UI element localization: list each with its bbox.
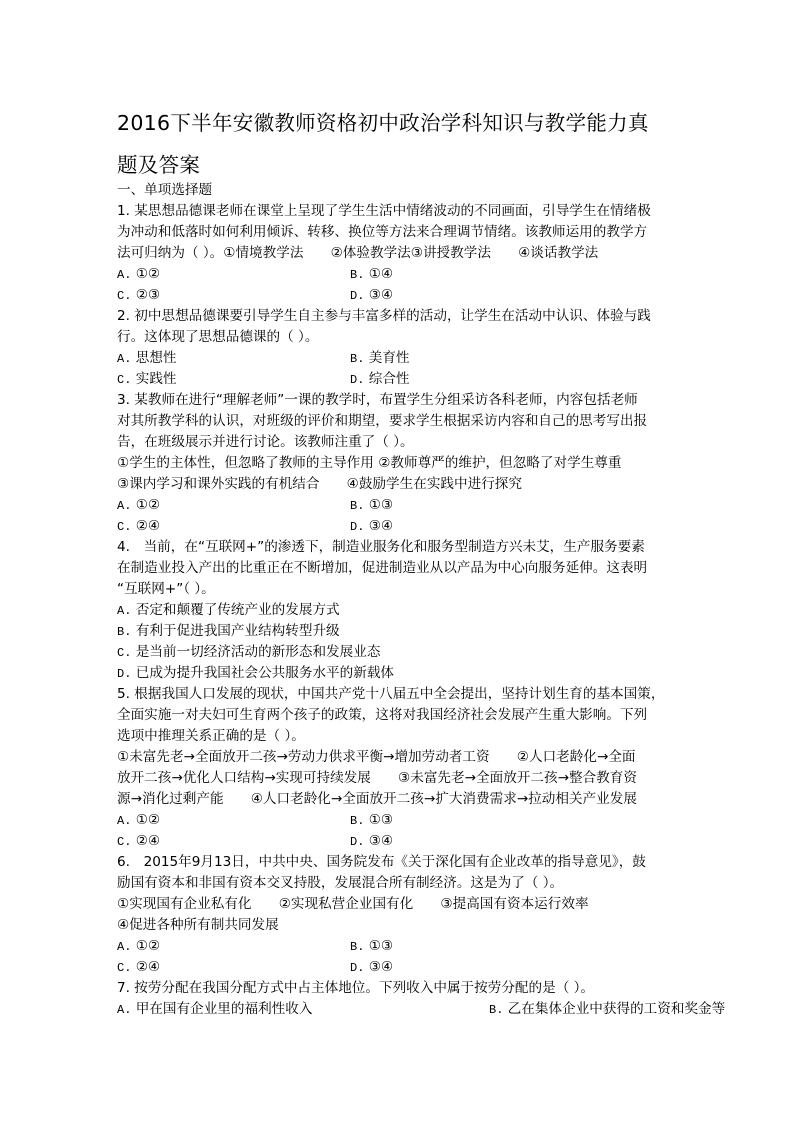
option-c-label: C.	[117, 373, 132, 387]
question-5-line-3: 选项中推理关系正确的是（ ）。	[117, 728, 305, 744]
option-b-label: B.	[350, 268, 365, 282]
option-c-label: C.	[117, 646, 132, 660]
option-a-text: 甲在国有企业里的福利性收入	[135, 1001, 313, 1017]
option-d-text: ③④	[368, 959, 394, 975]
option-a-label: A.	[117, 814, 132, 828]
option-a-label: A.	[117, 352, 132, 366]
section-heading: 一、单项选择题	[117, 182, 213, 198]
question-3-options-cd	[117, 516, 394, 537]
question-2-options-ab	[117, 348, 410, 369]
question-4-line-2: 在制造业投入产出的比重正在不断增加，促进制造业从以产品为中心向服务延伸。这表明	[117, 560, 648, 576]
option-b-text: 乙在集体企业中获得的工资和奖金等	[507, 1001, 726, 1017]
option-b-label: B.	[117, 625, 132, 639]
option-d-label: D.	[350, 961, 365, 975]
option-d-text: ③④	[368, 287, 394, 303]
option-a-text: ①②	[135, 812, 161, 828]
option-b-text: ①③	[368, 938, 394, 954]
question-1-line-2: 为冲动和低落时如何利用倾诉、转移、换位等方法来合理调节情绪。该教师运用的教学方	[117, 224, 648, 240]
option-a-text: 思想性	[135, 350, 177, 366]
option-b-text: ①④	[368, 266, 394, 282]
question-3-line-1: 3. 某教师在进行“理解老师”一课的教学时，布置学生分组采访各科老师，内容包括老师	[117, 392, 638, 408]
option-b-label: B.	[350, 814, 365, 828]
option-c-text: ②④	[135, 518, 161, 534]
question-2-line-1: 2. 初中思想品德课要引导学生自主参与丰富多样的活动，让学生在活动中认识、体验与践	[117, 308, 651, 324]
question-5-line-4: ①未富先老→全面放开二孩→劳动力供求平衡→增加劳动者工资 ②人口老龄化→全面	[117, 749, 636, 765]
question-3-options-ab	[117, 495, 394, 516]
question-3-line-5: ③课内学习和课外实践的有机结合 ④鼓励学生在实践中进行探究	[117, 476, 522, 492]
question-4-line-3: “互联网+”（ ）。	[117, 581, 215, 597]
question-1-line-3: 法可归纳为（ ）。①情境教学法 ②体验教学法③讲授教学法 ④谈话教学法	[117, 245, 599, 261]
question-1-options-cd	[117, 285, 394, 306]
question-1-options-ab	[117, 264, 394, 285]
option-b-label: B.	[350, 940, 365, 954]
option-d-label: D.	[350, 289, 365, 303]
option-a-text: 否定和颠覆了传统产业的发展方式	[135, 602, 340, 618]
question-7-line-1: 7. 按劳分配在我国分配方式中占主体地位。下列收入中属于按劳分配的是（ ）。	[117, 980, 594, 996]
option-b-text: ①③	[368, 812, 394, 828]
question-5-line-2: 全面实施一对夫妇可生育两个孩子的政策，这将对我国经济社会发展产生重大影响。下列	[117, 707, 648, 723]
option-b-label: B.	[350, 499, 365, 513]
question-6-line-1: 6. 2015年9月13日，中共中央、国务院发布《关于深化国有企业改革的指导意见》，鼓	[117, 854, 646, 870]
question-6-options-ab	[117, 936, 394, 957]
option-d-label: D.	[350, 835, 365, 849]
question-4-option-a	[117, 600, 340, 621]
option-a-label: A.	[117, 604, 132, 618]
option-c-text: 实践性	[135, 371, 177, 387]
question-5-options-cd	[117, 831, 394, 852]
option-d-label: D.	[117, 667, 132, 681]
option-c-text: 是当前一切经济活动的新形态和发展业态	[135, 644, 381, 660]
option-a-text: ①②	[135, 266, 161, 282]
option-b-label: B.	[350, 352, 365, 366]
option-c-text: ②③	[135, 287, 161, 303]
option-a-text: ①②	[135, 497, 161, 513]
question-4-option-c	[117, 642, 380, 663]
question-5-line-6: 源→消化过剩产能 ④人口老龄化→全面放开二孩→扩大消费需求→拉动相关产业发展	[117, 791, 637, 807]
option-a-label: A.	[117, 499, 132, 513]
option-c-label: C.	[117, 835, 132, 849]
question-3-line-2: 对其所教学科的认识，对班级的评价和期望，要求学生根据采访内容和自己的思考写出报	[117, 413, 648, 429]
option-d-text: ③④	[368, 833, 394, 849]
question-5-line-5: 放开二孩→优化人口结构→实现可持续发展 ③未富先老→全面放开二孩→整合教育资	[117, 770, 637, 786]
option-b-text: 美育性	[368, 350, 410, 366]
question-6-line-2: 励国有资本和非国有资本交叉持股，发展混合所有制经济。这是为了（ ）。	[117, 875, 564, 891]
option-b-text: ①③	[368, 497, 394, 513]
option-c-label: C.	[117, 961, 132, 975]
option-d-label: D.	[350, 373, 365, 387]
question-2-line-2: 行。这体现了思想品德课的（ ）。	[117, 329, 319, 345]
option-a-text: ①②	[135, 938, 161, 954]
question-3-line-4: ①学生的主体性，但忽略了教师的主导作用 ②教师尊严的维护，但忽略了对学生尊重	[117, 455, 622, 471]
question-1-line-1: 1. 某思想品德课老师在课堂上呈现了学生生活中情绪波动的不同画面，引导学生在情绪极	[117, 203, 651, 219]
option-d-text: 已成为提升我国社会公共服务水平的新载体	[135, 665, 395, 681]
question-6-line-4: ④促进各种所有制共同发展	[117, 917, 279, 933]
question-6-line-3: ①实现国有企业私有化 ②实现私营企业国有化 ③提高国有资本运行效率	[117, 896, 589, 912]
option-d-label: D.	[350, 520, 365, 534]
question-6-options-cd	[117, 957, 394, 978]
option-c-text: ②④	[135, 833, 161, 849]
question-2-options-cd	[117, 369, 410, 390]
option-a-label: A.	[117, 1003, 132, 1017]
option-b-label: B.	[489, 1003, 504, 1017]
option-d-text: ③④	[368, 518, 394, 534]
question-7-options-ab	[117, 999, 726, 1020]
question-4-option-d	[117, 663, 394, 684]
question-4-option-b	[117, 621, 340, 642]
option-c-label: C.	[117, 520, 132, 534]
document-title-line-1: 2016下半年安徽教师资格初中政治学科知识与教学能力真	[117, 111, 649, 135]
option-b-text: 有利于促进我国产业结构转型升级	[135, 623, 340, 639]
option-d-text: 综合性	[368, 371, 410, 387]
question-4-line-1: 4. 当前，在“互联网+”的渗透下，制造业服务化和服务型制造方兴未艾，生产服务要素	[117, 539, 645, 555]
question-3-line-3: 告，在班级展示并进行讨论。该教师注重了（ ）。	[117, 434, 414, 450]
document-title-line-2: 题及答案	[117, 153, 201, 177]
option-c-text: ②④	[135, 959, 161, 975]
option-a-label: A.	[117, 940, 132, 954]
question-5-line-1: 5. 根据我国人口发展的现状，中国共产党十八届五中全会提出，坚持计划生育的基本国策，	[117, 686, 665, 702]
option-c-label: C.	[117, 289, 132, 303]
option-a-label: A.	[117, 268, 132, 282]
question-5-options-ab	[117, 810, 394, 831]
